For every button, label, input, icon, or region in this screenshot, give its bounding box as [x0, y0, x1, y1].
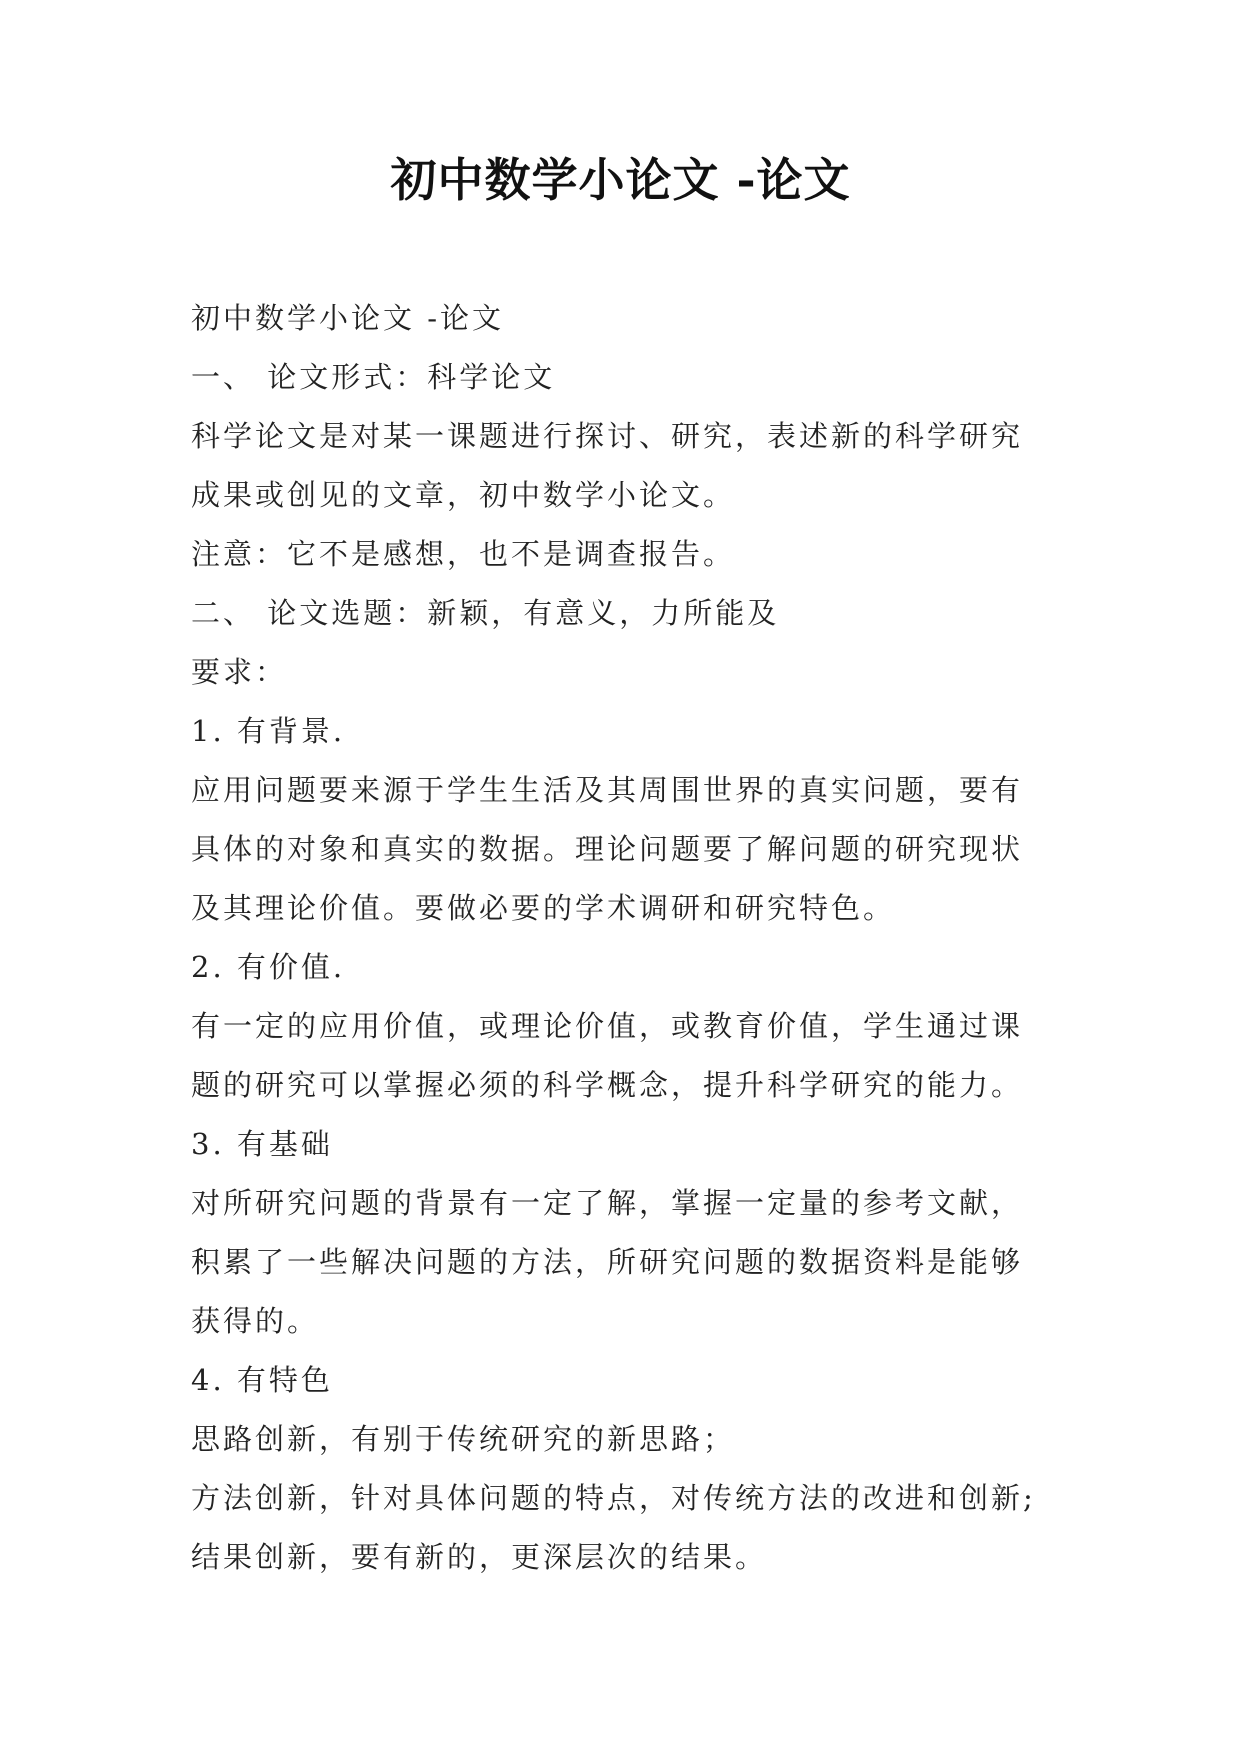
- body-line: 题的研究可以掌握必须的科学概念，提升科学研究的能力。: [191, 1068, 1024, 1102]
- body-line: 1. 有背景.: [191, 714, 346, 748]
- body-line: 要求：: [191, 655, 288, 689]
- body-line: 一、 论文形式：科学论文: [191, 360, 556, 394]
- body-line: 应用问题要来源于学生生活及其周围世界的真实问题，要有: [191, 773, 1024, 807]
- body-line: 初中数学小论文 -论文: [191, 301, 505, 335]
- body-line: 2. 有价值.: [191, 950, 346, 984]
- body-line: 思路创新，有别于传统研究的新思路；: [191, 1422, 736, 1456]
- body-line: 积累了一些解决问题的方法，所研究问题的数据资料是能够: [191, 1245, 1024, 1279]
- body-line: 注意：它不是感想，也不是调查报告。: [191, 537, 736, 571]
- body-line: 方法创新，针对具体问题的特点，对传统方法的改进和创新;: [191, 1481, 1036, 1515]
- body-line: 二、 论文选题：新颖，有意义，力所能及: [191, 596, 780, 630]
- body-line: 获得的。: [191, 1304, 320, 1338]
- body-line: 有一定的应用价值，或理论价值，或教育价值，学生通过课: [191, 1009, 1024, 1043]
- document-title: 初中数学小论文 -论文: [390, 153, 851, 207]
- body-line: 对所研究问题的背景有一定了解，掌握一定量的参考文献，: [191, 1186, 1024, 1220]
- body-line: 3. 有基础: [191, 1127, 333, 1161]
- body-line: 及其理论价值。要做必要的学术调研和研究特色。: [191, 891, 896, 925]
- document-body: [191, 289, 1091, 1587]
- body-line: 结果创新，要有新的，更深层次的结果。: [191, 1540, 768, 1574]
- body-line: 科学论文是对某一课题进行探讨、研究，表述新的科学研究: [191, 419, 1024, 453]
- body-line: 成果或创见的文章，初中数学小论文。: [191, 478, 736, 512]
- body-line: 4. 有特色: [191, 1363, 333, 1397]
- body-line: 具体的对象和真实的数据。理论问题要了解问题的研究现状: [191, 832, 1024, 866]
